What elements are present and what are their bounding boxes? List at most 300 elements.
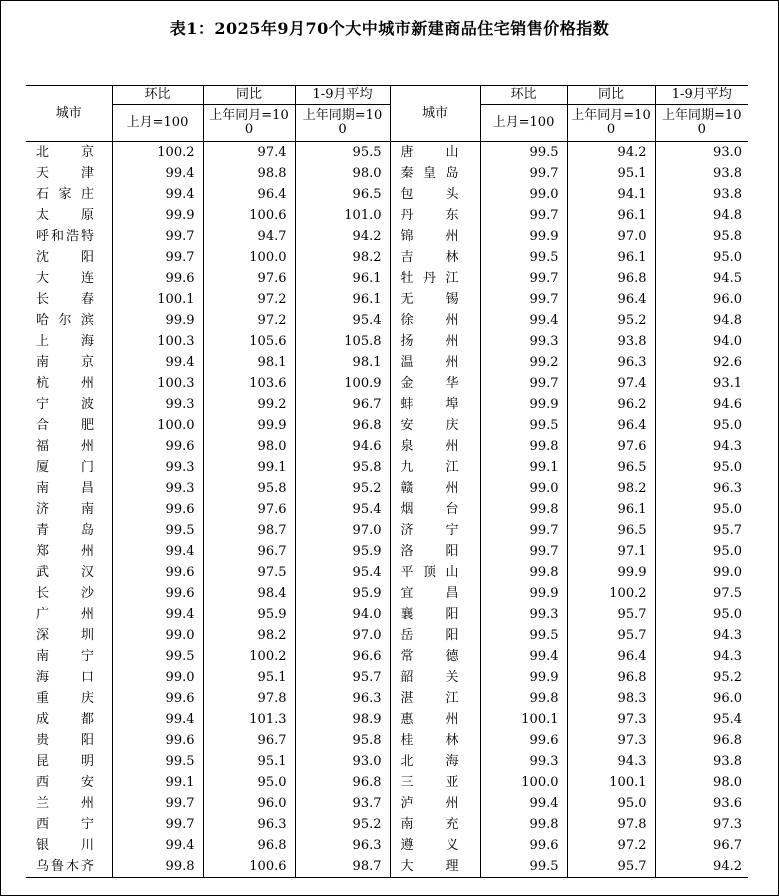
city-name bbox=[390, 142, 480, 164]
avg-value: 95.8 bbox=[655, 226, 748, 247]
yoy-value: 97.2 bbox=[203, 310, 295, 331]
city-name bbox=[390, 457, 480, 478]
table-row bbox=[26, 499, 748, 520]
yoy-value: 96.8 bbox=[203, 835, 295, 856]
mom-value: 99.5 bbox=[480, 142, 567, 164]
yoy-value: 95.0 bbox=[203, 772, 295, 793]
city-name-text: 岳阳 bbox=[400, 627, 459, 643]
mom-value: 99.6 bbox=[112, 583, 203, 604]
city-name-text: 合肥 bbox=[36, 417, 94, 433]
avg-value: 98.0 bbox=[295, 163, 390, 184]
city-name bbox=[26, 247, 112, 268]
city-name-text: 大理 bbox=[400, 858, 459, 874]
avg-value: 95.2 bbox=[655, 667, 748, 688]
city-name-text: 宁波 bbox=[36, 396, 94, 412]
city-name-text: 泸州 bbox=[400, 795, 459, 811]
city-name bbox=[26, 352, 112, 373]
yoy-value: 103.6 bbox=[203, 373, 295, 394]
city-name-text: 北海 bbox=[400, 753, 459, 769]
mom-value: 99.5 bbox=[112, 646, 203, 667]
yoy-value: 99.9 bbox=[203, 415, 295, 436]
city-name-text: 大连 bbox=[36, 270, 94, 286]
header-mom-left: 环比 bbox=[112, 86, 203, 105]
mom-value: 99.7 bbox=[112, 247, 203, 268]
city-name bbox=[26, 562, 112, 583]
city-name bbox=[26, 688, 112, 709]
yoy-value: 97.0 bbox=[567, 226, 655, 247]
yoy-value: 94.7 bbox=[203, 226, 295, 247]
mom-value: 99.1 bbox=[112, 772, 203, 793]
table-row bbox=[26, 142, 748, 164]
avg-value: 93.8 bbox=[655, 184, 748, 205]
city-name bbox=[26, 835, 112, 856]
mom-value: 99.3 bbox=[112, 478, 203, 499]
avg-value: 98.2 bbox=[295, 247, 390, 268]
table-row bbox=[26, 604, 748, 625]
table-row bbox=[26, 331, 748, 352]
city-name-text: 昆明 bbox=[36, 753, 94, 769]
table-row bbox=[26, 814, 748, 835]
yoy-value: 98.0 bbox=[203, 436, 295, 457]
city-name-text: 平顶山 bbox=[400, 564, 459, 580]
yoy-value: 96.3 bbox=[203, 814, 295, 835]
mom-value: 99.6 bbox=[112, 436, 203, 457]
header-yoy-sub-right bbox=[567, 105, 655, 142]
mom-value: 100.3 bbox=[112, 373, 203, 394]
city-name-text: 石家庄 bbox=[36, 186, 94, 202]
table-row bbox=[26, 436, 748, 457]
yoy-value: 96.1 bbox=[567, 205, 655, 226]
city-name bbox=[26, 331, 112, 352]
yoy-value: 96.2 bbox=[567, 394, 655, 415]
city-name-text: 常德 bbox=[400, 648, 459, 664]
avg-value: 97.3 bbox=[655, 814, 748, 835]
city-name bbox=[390, 436, 480, 457]
avg-value: 94.3 bbox=[655, 625, 748, 646]
mom-value: 99.9 bbox=[112, 205, 203, 226]
city-name-text: 吉林 bbox=[400, 249, 459, 265]
city-name bbox=[26, 415, 112, 436]
table-row bbox=[26, 163, 748, 184]
avg-value: 96.0 bbox=[655, 688, 748, 709]
mom-value: 99.0 bbox=[112, 667, 203, 688]
city-name bbox=[390, 310, 480, 331]
table-body bbox=[26, 142, 748, 878]
yoy-value: 96.7 bbox=[203, 730, 295, 751]
table-row bbox=[26, 352, 748, 373]
city-name-text: 济南 bbox=[36, 501, 94, 517]
avg-value: 96.6 bbox=[295, 646, 390, 667]
mom-value: 99.4 bbox=[480, 793, 567, 814]
yoy-value: 98.2 bbox=[567, 478, 655, 499]
yoy-value: 97.4 bbox=[567, 373, 655, 394]
city-name bbox=[26, 793, 112, 814]
city-name bbox=[390, 268, 480, 289]
avg-value: 95.9 bbox=[295, 583, 390, 604]
city-name bbox=[390, 247, 480, 268]
header-mom-sub-left: 上月=100 bbox=[112, 105, 203, 142]
mom-value: 99.5 bbox=[480, 415, 567, 436]
avg-value: 94.2 bbox=[655, 856, 748, 878]
yoy-value: 98.7 bbox=[203, 520, 295, 541]
city-name bbox=[390, 541, 480, 562]
table-row bbox=[26, 394, 748, 415]
mom-value: 99.8 bbox=[480, 436, 567, 457]
yoy-value: 98.1 bbox=[203, 352, 295, 373]
city-name bbox=[390, 520, 480, 541]
city-name bbox=[390, 478, 480, 499]
avg-value: 95.4 bbox=[295, 562, 390, 583]
mom-value: 99.7 bbox=[112, 814, 203, 835]
yoy-value: 105.6 bbox=[203, 331, 295, 352]
avg-value: 96.7 bbox=[655, 835, 748, 856]
table-row bbox=[26, 247, 748, 268]
city-name bbox=[26, 646, 112, 667]
mom-value: 100.3 bbox=[112, 331, 203, 352]
mom-value: 99.4 bbox=[112, 163, 203, 184]
avg-sub-text: 上年同期=100 bbox=[662, 108, 742, 137]
city-name bbox=[390, 184, 480, 205]
mom-value: 99.9 bbox=[112, 310, 203, 331]
yoy-value: 96.4 bbox=[203, 184, 295, 205]
city-name-text: 锦州 bbox=[400, 228, 459, 244]
header-mom-right: 环比 bbox=[480, 86, 567, 105]
yoy-value: 95.7 bbox=[567, 856, 655, 878]
avg-value: 93.8 bbox=[655, 751, 748, 772]
mom-value: 99.7 bbox=[480, 541, 567, 562]
mom-value: 99.4 bbox=[112, 352, 203, 373]
city-name bbox=[26, 667, 112, 688]
mom-value: 99.4 bbox=[112, 835, 203, 856]
avg-value: 97.0 bbox=[295, 520, 390, 541]
yoy-value: 96.4 bbox=[567, 415, 655, 436]
city-name bbox=[390, 289, 480, 310]
avg-value: 98.1 bbox=[295, 352, 390, 373]
city-name bbox=[26, 436, 112, 457]
avg-value: 96.8 bbox=[295, 415, 390, 436]
yoy-value: 101.3 bbox=[203, 709, 295, 730]
header-yoy-left: 同比 bbox=[203, 86, 295, 105]
avg-value: 94.8 bbox=[655, 310, 748, 331]
yoy-value: 95.1 bbox=[567, 163, 655, 184]
mom-value: 100.1 bbox=[480, 709, 567, 730]
city-name bbox=[390, 730, 480, 751]
mom-value: 99.9 bbox=[480, 583, 567, 604]
city-name-text: 三亚 bbox=[400, 774, 459, 790]
mom-value: 99.4 bbox=[112, 709, 203, 730]
mom-value: 99.0 bbox=[480, 478, 567, 499]
city-name-text: 西宁 bbox=[36, 816, 94, 832]
table-row bbox=[26, 478, 748, 499]
avg-value: 95.5 bbox=[295, 142, 390, 164]
city-name-text: 烟台 bbox=[400, 501, 459, 517]
mom-value: 99.7 bbox=[480, 163, 567, 184]
yoy-value: 96.4 bbox=[567, 289, 655, 310]
city-name bbox=[390, 751, 480, 772]
yoy-value: 96.7 bbox=[203, 541, 295, 562]
mom-value: 99.8 bbox=[480, 814, 567, 835]
yoy-value: 100.2 bbox=[567, 583, 655, 604]
avg-value: 95.7 bbox=[295, 667, 390, 688]
mom-value: 100.0 bbox=[480, 772, 567, 793]
mom-value: 99.6 bbox=[480, 835, 567, 856]
city-name-text: 惠州 bbox=[400, 711, 459, 727]
avg-value: 97.0 bbox=[295, 625, 390, 646]
city-name-text: 济宁 bbox=[400, 522, 459, 538]
avg-value: 98.0 bbox=[655, 772, 748, 793]
yoy-value: 97.6 bbox=[203, 499, 295, 520]
city-name bbox=[26, 499, 112, 520]
yoy-value: 98.4 bbox=[203, 583, 295, 604]
avg-value: 95.2 bbox=[295, 814, 390, 835]
yoy-value: 97.5 bbox=[203, 562, 295, 583]
mom-value: 99.2 bbox=[480, 352, 567, 373]
avg-value: 96.7 bbox=[295, 394, 390, 415]
city-name-text: 安庆 bbox=[400, 417, 459, 433]
table-row bbox=[26, 268, 748, 289]
city-name bbox=[26, 478, 112, 499]
mom-value: 99.8 bbox=[112, 856, 203, 878]
avg-value: 98.7 bbox=[295, 856, 390, 878]
city-name-text: 泉州 bbox=[400, 438, 459, 454]
city-name-text: 南宁 bbox=[36, 648, 94, 664]
city-name bbox=[26, 457, 112, 478]
city-name bbox=[390, 793, 480, 814]
city-name-text: 福州 bbox=[36, 438, 94, 454]
avg-value: 95.4 bbox=[295, 499, 390, 520]
city-name-text: 扬州 bbox=[400, 333, 459, 349]
city-name bbox=[390, 499, 480, 520]
city-name-text: 南昌 bbox=[36, 480, 94, 496]
mom-value: 99.4 bbox=[480, 646, 567, 667]
city-name-text: 温州 bbox=[400, 354, 459, 370]
mom-value: 99.5 bbox=[112, 751, 203, 772]
yoy-value: 97.2 bbox=[567, 835, 655, 856]
avg-value: 94.2 bbox=[295, 226, 390, 247]
city-name bbox=[26, 856, 112, 878]
yoy-value: 100.1 bbox=[567, 772, 655, 793]
yoy-value: 96.1 bbox=[567, 247, 655, 268]
city-name bbox=[390, 646, 480, 667]
table-row bbox=[26, 289, 748, 310]
avg-value: 96.1 bbox=[295, 268, 390, 289]
mom-value: 99.3 bbox=[480, 604, 567, 625]
avg-value: 96.0 bbox=[655, 289, 748, 310]
table-row bbox=[26, 835, 748, 856]
city-name bbox=[26, 541, 112, 562]
avg-value: 96.1 bbox=[295, 289, 390, 310]
mom-value: 99.4 bbox=[112, 541, 203, 562]
city-name bbox=[26, 163, 112, 184]
table-row bbox=[26, 184, 748, 205]
table-row bbox=[26, 709, 748, 730]
city-name bbox=[390, 604, 480, 625]
yoy-value: 95.8 bbox=[203, 478, 295, 499]
city-name-text: 武汉 bbox=[36, 564, 94, 580]
table-row bbox=[26, 856, 748, 878]
avg-value: 95.4 bbox=[655, 709, 748, 730]
header-city-right: 城市 bbox=[390, 86, 480, 142]
avg-value: 94.3 bbox=[655, 436, 748, 457]
table-row bbox=[26, 541, 748, 562]
city-name bbox=[26, 814, 112, 835]
mom-value: 99.5 bbox=[112, 520, 203, 541]
avg-value: 93.6 bbox=[655, 793, 748, 814]
avg-value: 94.6 bbox=[655, 394, 748, 415]
mom-value: 99.6 bbox=[112, 499, 203, 520]
city-name bbox=[390, 163, 480, 184]
yoy-value: 97.6 bbox=[203, 268, 295, 289]
mom-value: 99.6 bbox=[112, 268, 203, 289]
avg-value: 96.8 bbox=[295, 772, 390, 793]
mom-value: 100.2 bbox=[112, 142, 203, 164]
table-row bbox=[26, 205, 748, 226]
avg-value: 105.8 bbox=[295, 331, 390, 352]
mom-value: 99.3 bbox=[480, 331, 567, 352]
table-row bbox=[26, 730, 748, 751]
yoy-value: 97.8 bbox=[203, 688, 295, 709]
mom-value: 99.7 bbox=[480, 373, 567, 394]
city-name-text: 广州 bbox=[36, 606, 94, 622]
yoy-value: 100.2 bbox=[203, 646, 295, 667]
price-index-table bbox=[26, 85, 748, 878]
city-name-text: 牡丹江 bbox=[400, 270, 459, 286]
yoy-value: 95.7 bbox=[567, 625, 655, 646]
yoy-value: 100.6 bbox=[203, 205, 295, 226]
city-name-text: 桂林 bbox=[400, 732, 459, 748]
city-name bbox=[26, 751, 112, 772]
city-name bbox=[26, 142, 112, 164]
city-name bbox=[390, 562, 480, 583]
city-name-text: 沈阳 bbox=[36, 249, 94, 265]
yoy-value: 99.2 bbox=[203, 394, 295, 415]
city-name bbox=[26, 772, 112, 793]
yoy-value: 93.8 bbox=[567, 331, 655, 352]
mom-value: 99.5 bbox=[480, 247, 567, 268]
avg-value: 94.0 bbox=[655, 331, 748, 352]
city-name bbox=[26, 268, 112, 289]
city-name-text: 哈尔滨 bbox=[36, 312, 94, 328]
mom-value: 99.6 bbox=[112, 730, 203, 751]
mom-value: 99.9 bbox=[480, 667, 567, 688]
yoy-value: 97.3 bbox=[567, 730, 655, 751]
avg-value: 96.5 bbox=[295, 184, 390, 205]
city-name-text: 贵阳 bbox=[36, 732, 94, 748]
city-name bbox=[390, 352, 480, 373]
header-yoy-sub-left bbox=[203, 105, 295, 142]
mom-value: 99.7 bbox=[112, 793, 203, 814]
yoy-value: 96.0 bbox=[203, 793, 295, 814]
yoy-value: 94.2 bbox=[567, 142, 655, 164]
table-row bbox=[26, 646, 748, 667]
yoy-value: 96.3 bbox=[567, 352, 655, 373]
city-name bbox=[390, 583, 480, 604]
yoy-value: 96.5 bbox=[567, 520, 655, 541]
city-name-text: 宜昌 bbox=[400, 585, 459, 601]
avg-value: 101.0 bbox=[295, 205, 390, 226]
city-name-text: 上海 bbox=[36, 333, 94, 349]
yoy-value: 95.1 bbox=[203, 751, 295, 772]
city-name-text: 九江 bbox=[400, 459, 459, 475]
city-name-text: 长春 bbox=[36, 291, 94, 307]
table-row bbox=[26, 373, 748, 394]
city-name bbox=[390, 415, 480, 436]
header-city-left: 城市 bbox=[26, 86, 112, 142]
mom-value: 99.7 bbox=[480, 268, 567, 289]
mom-value: 99.1 bbox=[480, 457, 567, 478]
city-name-text: 丹东 bbox=[400, 207, 459, 223]
avg-value: 93.1 bbox=[655, 373, 748, 394]
yoy-value: 96.1 bbox=[567, 499, 655, 520]
city-name-text: 北京 bbox=[36, 144, 94, 160]
avg-value: 93.8 bbox=[655, 163, 748, 184]
city-name bbox=[26, 289, 112, 310]
mom-value: 100.0 bbox=[112, 415, 203, 436]
city-name-text: 秦皇岛 bbox=[400, 165, 459, 181]
mom-value: 99.3 bbox=[112, 394, 203, 415]
mom-value: 99.4 bbox=[112, 604, 203, 625]
city-name-text: 重庆 bbox=[36, 690, 94, 706]
mom-value: 99.4 bbox=[112, 184, 203, 205]
yoy-value: 98.8 bbox=[203, 163, 295, 184]
mom-value: 100.1 bbox=[112, 289, 203, 310]
mom-value: 99.8 bbox=[480, 688, 567, 709]
yoy-value: 96.8 bbox=[567, 667, 655, 688]
city-name-text: 厦门 bbox=[36, 459, 94, 475]
city-name bbox=[390, 625, 480, 646]
mom-value: 99.7 bbox=[480, 289, 567, 310]
yoy-value: 96.5 bbox=[567, 457, 655, 478]
yoy-value: 97.8 bbox=[567, 814, 655, 835]
city-name-text: 长沙 bbox=[36, 585, 94, 601]
yoy-value: 100.0 bbox=[203, 247, 295, 268]
avg-sub-text: 上年同期=100 bbox=[302, 108, 383, 137]
avg-value: 93.0 bbox=[295, 751, 390, 772]
city-name-text: 太原 bbox=[36, 207, 94, 223]
city-name-text: 深圳 bbox=[36, 627, 94, 643]
table-row bbox=[26, 667, 748, 688]
city-name bbox=[390, 772, 480, 793]
yoy-sub-text: 上年同月=100 bbox=[209, 108, 289, 137]
avg-value: 94.0 bbox=[295, 604, 390, 625]
city-name bbox=[26, 625, 112, 646]
avg-value: 96.8 bbox=[655, 730, 748, 751]
yoy-value: 97.3 bbox=[567, 709, 655, 730]
city-name bbox=[26, 520, 112, 541]
table-row bbox=[26, 751, 748, 772]
city-name-text: 青岛 bbox=[36, 522, 94, 538]
table-row bbox=[26, 310, 748, 331]
avg-value: 97.5 bbox=[655, 583, 748, 604]
mom-value: 99.5 bbox=[480, 625, 567, 646]
mom-value: 99.7 bbox=[480, 520, 567, 541]
city-name bbox=[26, 184, 112, 205]
avg-value: 93.7 bbox=[295, 793, 390, 814]
city-name bbox=[390, 814, 480, 835]
avg-value: 95.0 bbox=[655, 415, 748, 436]
avg-value: 95.0 bbox=[655, 604, 748, 625]
avg-value: 95.0 bbox=[655, 541, 748, 562]
city-name-text: 包头 bbox=[400, 186, 459, 202]
city-name bbox=[390, 226, 480, 247]
city-name bbox=[390, 667, 480, 688]
header-avg-left: 1-9月平均 bbox=[295, 86, 390, 105]
header-avg-sub-right bbox=[655, 105, 748, 142]
header-mom-sub-right: 上月=100 bbox=[480, 105, 567, 142]
city-name-text: 南京 bbox=[36, 354, 94, 370]
city-name-text: 遵义 bbox=[400, 837, 459, 853]
header-avg-right: 1-9月平均 bbox=[655, 86, 748, 105]
